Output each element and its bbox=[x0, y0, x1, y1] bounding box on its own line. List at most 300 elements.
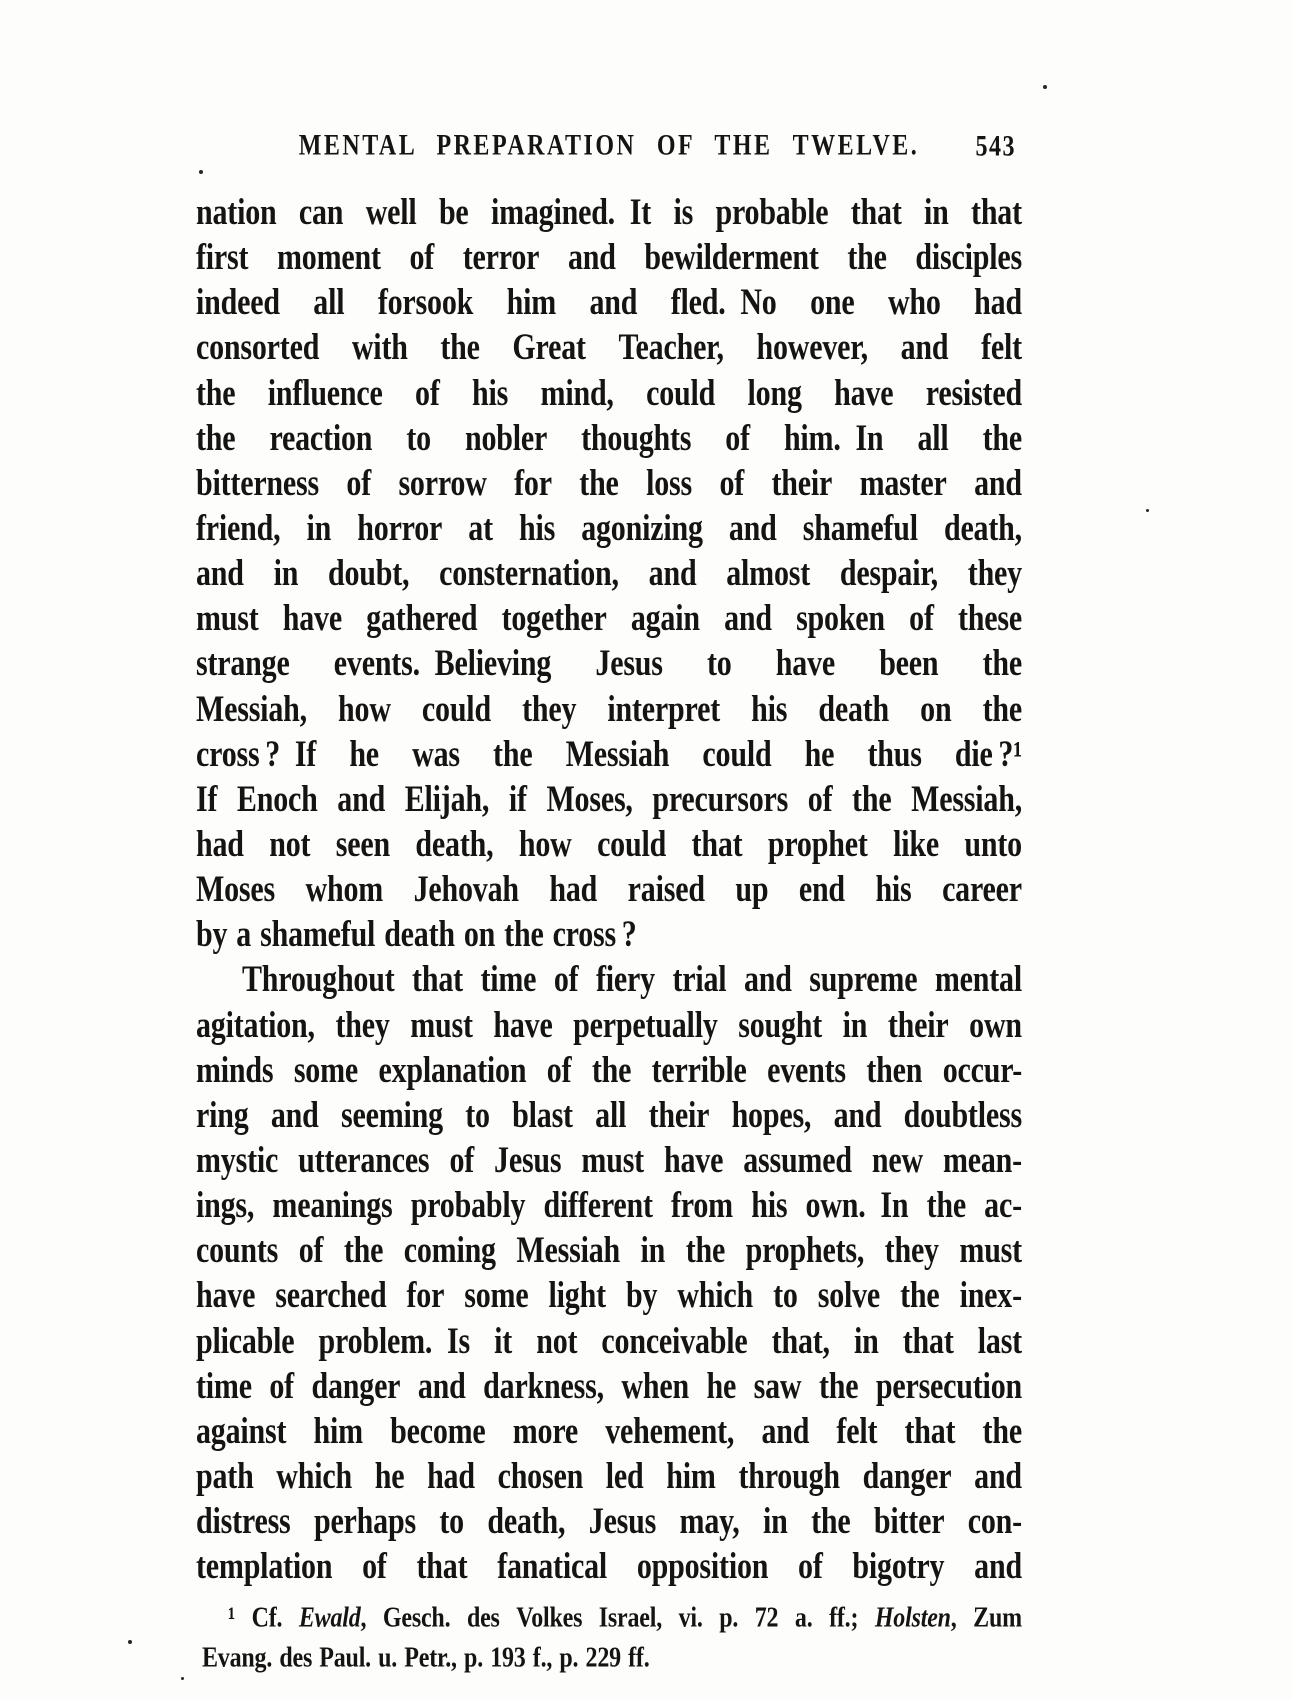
word: could bbox=[702, 734, 772, 775]
word: Jesus bbox=[595, 643, 663, 685]
word: have bbox=[834, 372, 894, 414]
word: long bbox=[747, 372, 802, 414]
word: however, bbox=[756, 327, 868, 369]
word: the bbox=[847, 237, 887, 278]
word: sought bbox=[738, 1004, 823, 1046]
word: Israel, bbox=[598, 1602, 663, 1634]
word: forsook bbox=[377, 282, 474, 323]
word: have bbox=[775, 643, 835, 685]
word: and bbox=[337, 779, 386, 820]
word: and bbox=[589, 282, 638, 323]
word: last bbox=[977, 1320, 1022, 1362]
text-line bbox=[202, 1634, 1022, 1682]
word: cross ? bbox=[552, 914, 637, 955]
word: the bbox=[982, 418, 1022, 459]
word: doubt, bbox=[328, 553, 410, 594]
word: supreme bbox=[809, 959, 918, 1001]
word: not bbox=[269, 824, 311, 865]
scan-speck bbox=[181, 1677, 184, 1680]
word: death, bbox=[487, 1501, 566, 1542]
word: be bbox=[438, 192, 469, 233]
word: up bbox=[735, 869, 769, 910]
word: Moses bbox=[196, 869, 275, 910]
word: of bbox=[449, 1140, 475, 1181]
word: it bbox=[494, 1320, 513, 1362]
word: his bbox=[518, 508, 556, 549]
word: Ewald, bbox=[298, 1602, 367, 1634]
word: his bbox=[875, 869, 912, 910]
word: have bbox=[282, 598, 342, 639]
word: Cf. bbox=[251, 1602, 283, 1634]
word: hopes, bbox=[731, 1095, 812, 1136]
word: him bbox=[313, 1411, 363, 1452]
word: the bbox=[343, 1230, 384, 1271]
word: by bbox=[196, 914, 228, 955]
word: Petr., bbox=[404, 1642, 457, 1674]
word: that bbox=[412, 959, 463, 1001]
word: and bbox=[270, 1095, 319, 1136]
word: end bbox=[798, 869, 845, 910]
word: interpret bbox=[607, 688, 720, 730]
word: unto bbox=[964, 824, 1022, 865]
running-header-title: MENTAL PREPARATION OF THE TWELVE. bbox=[298, 129, 920, 163]
word: that bbox=[904, 1411, 956, 1452]
word: ings, bbox=[196, 1185, 255, 1226]
word: Messiah bbox=[516, 1230, 621, 1271]
word: him bbox=[666, 1456, 716, 1497]
word: must bbox=[581, 1140, 644, 1181]
word: inex- bbox=[959, 1275, 1022, 1316]
word: nation bbox=[196, 192, 277, 233]
word: at bbox=[468, 508, 493, 549]
word: death, bbox=[943, 508, 1022, 549]
word: could bbox=[646, 372, 716, 414]
word: and bbox=[196, 553, 244, 594]
footnote-block bbox=[202, 1598, 1022, 1678]
word: that, bbox=[771, 1320, 830, 1362]
word: mean- bbox=[942, 1140, 1022, 1181]
word: been bbox=[879, 643, 939, 685]
word: time bbox=[480, 959, 537, 1001]
word: probably bbox=[410, 1185, 526, 1226]
word: career bbox=[942, 869, 1022, 910]
word: had bbox=[974, 282, 1022, 323]
word: seeming bbox=[340, 1095, 443, 1136]
word: death, bbox=[415, 824, 494, 865]
word: saw bbox=[753, 1366, 802, 1407]
word: con- bbox=[967, 1501, 1022, 1542]
word: friend, bbox=[196, 508, 281, 549]
word: Messiah, bbox=[911, 779, 1022, 820]
word: strange bbox=[196, 643, 290, 685]
word: had bbox=[549, 869, 598, 910]
word: who bbox=[887, 282, 941, 323]
word: one bbox=[810, 282, 855, 323]
word: danger bbox=[311, 1366, 401, 1407]
word: and bbox=[648, 553, 697, 594]
word: these bbox=[957, 598, 1022, 639]
word: could bbox=[421, 688, 491, 730]
word: Holsten, bbox=[874, 1602, 957, 1634]
word: and bbox=[743, 959, 792, 1001]
word: ff. bbox=[628, 1642, 650, 1674]
word: mental bbox=[934, 959, 1022, 1001]
word: the bbox=[982, 688, 1022, 730]
word: des bbox=[279, 1642, 313, 1674]
word: Evang. bbox=[202, 1642, 273, 1674]
word: reaction bbox=[269, 418, 373, 459]
word: in bbox=[763, 1501, 788, 1542]
word: Jesus bbox=[494, 1140, 562, 1181]
word: all bbox=[313, 282, 345, 323]
word: agitation, bbox=[196, 1004, 315, 1046]
word: shameful bbox=[260, 914, 376, 955]
word: searched bbox=[275, 1275, 387, 1316]
word: how bbox=[338, 688, 391, 730]
word: again bbox=[630, 598, 700, 639]
word: of bbox=[298, 1230, 324, 1271]
word: the bbox=[926, 1185, 966, 1226]
word: in bbox=[842, 1004, 868, 1046]
word: different bbox=[543, 1185, 653, 1226]
word: loss bbox=[646, 463, 692, 504]
word: through bbox=[738, 1456, 840, 1497]
word: consternation, bbox=[439, 553, 619, 594]
word: events. Believing bbox=[333, 643, 552, 685]
word: was bbox=[412, 734, 460, 775]
word: death bbox=[818, 688, 890, 730]
word: the bbox=[493, 734, 533, 775]
word: and bbox=[761, 1411, 810, 1452]
word: with bbox=[351, 327, 408, 369]
word: problem. Is bbox=[318, 1320, 470, 1362]
word: Teacher, bbox=[618, 327, 724, 369]
word: templation bbox=[196, 1546, 333, 1587]
word: ¹ bbox=[228, 1602, 235, 1634]
word: the bbox=[685, 1230, 726, 1271]
word: ff.; bbox=[829, 1602, 859, 1634]
word: all bbox=[595, 1095, 627, 1136]
word: ring bbox=[196, 1095, 249, 1136]
word: raised bbox=[627, 869, 705, 910]
word: his bbox=[472, 372, 509, 414]
word: his bbox=[751, 1185, 788, 1226]
word: Elijah, bbox=[404, 779, 490, 820]
word: consorted bbox=[196, 327, 320, 369]
word: the bbox=[579, 463, 619, 504]
word: mind, bbox=[540, 372, 614, 414]
word: Volkes bbox=[516, 1602, 583, 1634]
word: of bbox=[346, 463, 372, 504]
word: Gesch. bbox=[382, 1602, 451, 1634]
word: f., bbox=[532, 1642, 553, 1674]
word: influence bbox=[267, 372, 383, 414]
word: led bbox=[605, 1456, 644, 1497]
word: mystic bbox=[196, 1140, 279, 1181]
word: distress bbox=[196, 1501, 291, 1542]
word: become bbox=[390, 1411, 486, 1452]
word: prophet bbox=[767, 824, 868, 865]
word: time bbox=[196, 1366, 252, 1407]
word: for bbox=[406, 1275, 445, 1316]
word: together bbox=[501, 598, 607, 639]
word: bigotry bbox=[852, 1546, 945, 1587]
word: and bbox=[728, 508, 777, 549]
running-header bbox=[196, 129, 1022, 167]
scan-speck bbox=[199, 170, 203, 174]
word: own bbox=[969, 1004, 1022, 1046]
word: have bbox=[493, 1004, 553, 1046]
word: have bbox=[663, 1140, 724, 1181]
word: assumed bbox=[743, 1140, 852, 1181]
word: the bbox=[440, 327, 480, 369]
word: master bbox=[859, 463, 947, 504]
word: bitterness bbox=[196, 463, 319, 504]
word: can bbox=[298, 192, 344, 233]
word: from bbox=[671, 1185, 733, 1226]
word: Paul. bbox=[319, 1642, 371, 1674]
word: trial bbox=[672, 959, 727, 1001]
word: to bbox=[773, 1275, 798, 1316]
word: sorrow bbox=[398, 463, 487, 504]
word: terrible bbox=[651, 1050, 747, 1091]
word: Great bbox=[512, 327, 586, 369]
word: of bbox=[415, 372, 440, 414]
word: could bbox=[597, 824, 667, 865]
word: ac- bbox=[984, 1185, 1022, 1226]
word: of bbox=[409, 237, 435, 278]
word: must bbox=[959, 1230, 1022, 1271]
word: and bbox=[833, 1095, 882, 1136]
word: darkness, bbox=[483, 1366, 604, 1407]
word: coming bbox=[403, 1230, 496, 1271]
word: like bbox=[893, 824, 939, 865]
word: terror bbox=[462, 237, 540, 278]
word: p. bbox=[464, 1642, 483, 1674]
word: the bbox=[982, 643, 1022, 685]
word: the bbox=[982, 1411, 1022, 1452]
word: disciples bbox=[915, 237, 1022, 278]
word: the bbox=[196, 372, 236, 414]
word: the bbox=[504, 914, 544, 955]
word: plicable bbox=[196, 1320, 295, 1362]
word: that bbox=[691, 824, 743, 865]
word: resisted bbox=[925, 372, 1022, 414]
word: fanatical bbox=[497, 1546, 608, 1587]
word: he bbox=[349, 734, 379, 775]
word: their bbox=[648, 1095, 710, 1136]
word: the bbox=[818, 1366, 859, 1407]
word: seen bbox=[335, 824, 390, 865]
word: u. bbox=[378, 1642, 398, 1674]
word: by bbox=[625, 1275, 658, 1316]
word: whom bbox=[305, 869, 384, 910]
word: which bbox=[677, 1275, 753, 1316]
word: Throughout bbox=[242, 959, 395, 1001]
word: blast bbox=[512, 1095, 573, 1136]
word: p. bbox=[719, 1602, 739, 1634]
word: is bbox=[673, 192, 694, 233]
word: then bbox=[866, 1050, 923, 1091]
word: and bbox=[724, 598, 772, 639]
word: utterances bbox=[298, 1140, 430, 1181]
word: If bbox=[196, 779, 218, 820]
word: moment bbox=[277, 237, 381, 278]
word: of bbox=[798, 1546, 823, 1587]
word: must bbox=[196, 598, 259, 639]
word: him. In bbox=[783, 418, 884, 459]
word: Jesus bbox=[588, 1501, 657, 1542]
word: occur- bbox=[942, 1050, 1022, 1091]
scan-speck bbox=[1146, 509, 1149, 512]
word: for bbox=[514, 463, 552, 504]
word: 229 bbox=[585, 1642, 621, 1674]
word: of bbox=[725, 418, 750, 459]
word: to bbox=[465, 1095, 490, 1136]
word: have bbox=[196, 1275, 256, 1316]
word: the bbox=[852, 779, 892, 820]
word: and bbox=[567, 237, 616, 278]
word: their bbox=[887, 1004, 949, 1046]
word: agonizing bbox=[581, 508, 703, 549]
word: he bbox=[374, 1456, 405, 1497]
word: some bbox=[293, 1050, 359, 1091]
word: they bbox=[335, 1004, 390, 1046]
word: 193 bbox=[490, 1642, 526, 1674]
word: and bbox=[900, 327, 949, 369]
word: death bbox=[384, 914, 455, 955]
word: well bbox=[365, 192, 417, 233]
word: and bbox=[417, 1366, 466, 1407]
word: Messiah, bbox=[196, 688, 307, 730]
scan-speck bbox=[128, 1640, 132, 1644]
word: solve bbox=[817, 1275, 881, 1316]
word: that bbox=[902, 1320, 954, 1362]
word: perhaps bbox=[313, 1501, 416, 1542]
word: which bbox=[276, 1456, 352, 1497]
word: in bbox=[853, 1320, 879, 1362]
word: and bbox=[974, 463, 1022, 504]
word: if bbox=[508, 779, 527, 820]
word: thoughts bbox=[581, 418, 692, 459]
word: and bbox=[974, 1546, 1022, 1587]
page-number: 543 bbox=[975, 130, 1016, 164]
word: Enoch bbox=[236, 779, 318, 820]
text-line bbox=[196, 1539, 1022, 1594]
word: die ?¹ bbox=[954, 734, 1022, 775]
word: shameful bbox=[802, 508, 918, 549]
word: his bbox=[751, 688, 788, 730]
word: own. In bbox=[805, 1185, 909, 1226]
word: they bbox=[884, 1230, 939, 1271]
word: prophets, bbox=[745, 1230, 865, 1271]
word: to bbox=[706, 643, 732, 685]
word: all bbox=[917, 418, 949, 459]
word: a. bbox=[794, 1602, 813, 1634]
word: of bbox=[909, 598, 934, 639]
word: had bbox=[427, 1456, 475, 1497]
word: danger bbox=[862, 1456, 952, 1497]
word: him bbox=[506, 282, 556, 323]
word: light bbox=[548, 1275, 606, 1316]
word: counts bbox=[196, 1230, 279, 1271]
word: perpetually bbox=[573, 1004, 718, 1046]
word: how bbox=[518, 824, 572, 865]
word: vehement, bbox=[605, 1411, 735, 1452]
word: minds bbox=[196, 1050, 274, 1091]
word: of bbox=[553, 959, 579, 1001]
word: path bbox=[196, 1456, 254, 1497]
word: the bbox=[811, 1501, 851, 1542]
word: first bbox=[196, 237, 249, 278]
word: that bbox=[971, 192, 1022, 233]
word: in bbox=[924, 192, 949, 233]
word: the bbox=[196, 418, 236, 459]
word: in bbox=[306, 508, 332, 549]
word: events bbox=[767, 1050, 846, 1091]
word: imagined. It bbox=[490, 192, 652, 233]
word: Messiah bbox=[565, 734, 670, 775]
word: and bbox=[974, 1456, 1022, 1497]
word: Moses, bbox=[546, 779, 633, 820]
word: more bbox=[512, 1411, 579, 1452]
word: they bbox=[967, 553, 1022, 594]
word: in bbox=[640, 1230, 666, 1271]
word: he bbox=[804, 734, 835, 775]
word: fiery bbox=[595, 959, 655, 1001]
word: a bbox=[236, 914, 252, 955]
word: explanation bbox=[378, 1050, 527, 1091]
word: chosen bbox=[497, 1456, 584, 1497]
word: against bbox=[196, 1411, 287, 1452]
word: fled. No bbox=[670, 282, 777, 323]
word: of bbox=[719, 463, 745, 504]
word: p. bbox=[559, 1642, 579, 1674]
body-text-block bbox=[196, 190, 1022, 1589]
word: thus bbox=[867, 734, 922, 775]
word: bitter bbox=[873, 1501, 945, 1542]
scan-speck bbox=[1043, 85, 1047, 89]
word: bewilderment bbox=[644, 237, 819, 278]
word: persecution bbox=[875, 1366, 1022, 1407]
word: in bbox=[273, 553, 299, 594]
word: precursors bbox=[652, 779, 789, 820]
word: to bbox=[406, 418, 431, 459]
word: the bbox=[591, 1050, 632, 1091]
word: he bbox=[706, 1366, 737, 1407]
word: Jehovah bbox=[413, 869, 519, 910]
word: probable bbox=[715, 192, 829, 233]
word: that bbox=[416, 1546, 468, 1587]
word: of bbox=[269, 1366, 294, 1407]
word: gathered bbox=[366, 598, 478, 639]
word: despair, bbox=[839, 553, 938, 594]
word: cross ? If bbox=[196, 734, 317, 775]
word: opposition bbox=[636, 1546, 769, 1587]
word: to bbox=[439, 1501, 464, 1542]
word: not bbox=[536, 1320, 578, 1362]
word: almost bbox=[726, 553, 811, 594]
word: on bbox=[463, 914, 496, 955]
word: had bbox=[196, 824, 244, 865]
word: felt bbox=[836, 1411, 878, 1452]
word: they bbox=[522, 688, 577, 730]
word: Zum bbox=[973, 1602, 1022, 1634]
word: of bbox=[362, 1546, 387, 1587]
word: felt bbox=[981, 327, 1022, 369]
word: indeed bbox=[196, 282, 280, 323]
word: their bbox=[771, 463, 833, 504]
